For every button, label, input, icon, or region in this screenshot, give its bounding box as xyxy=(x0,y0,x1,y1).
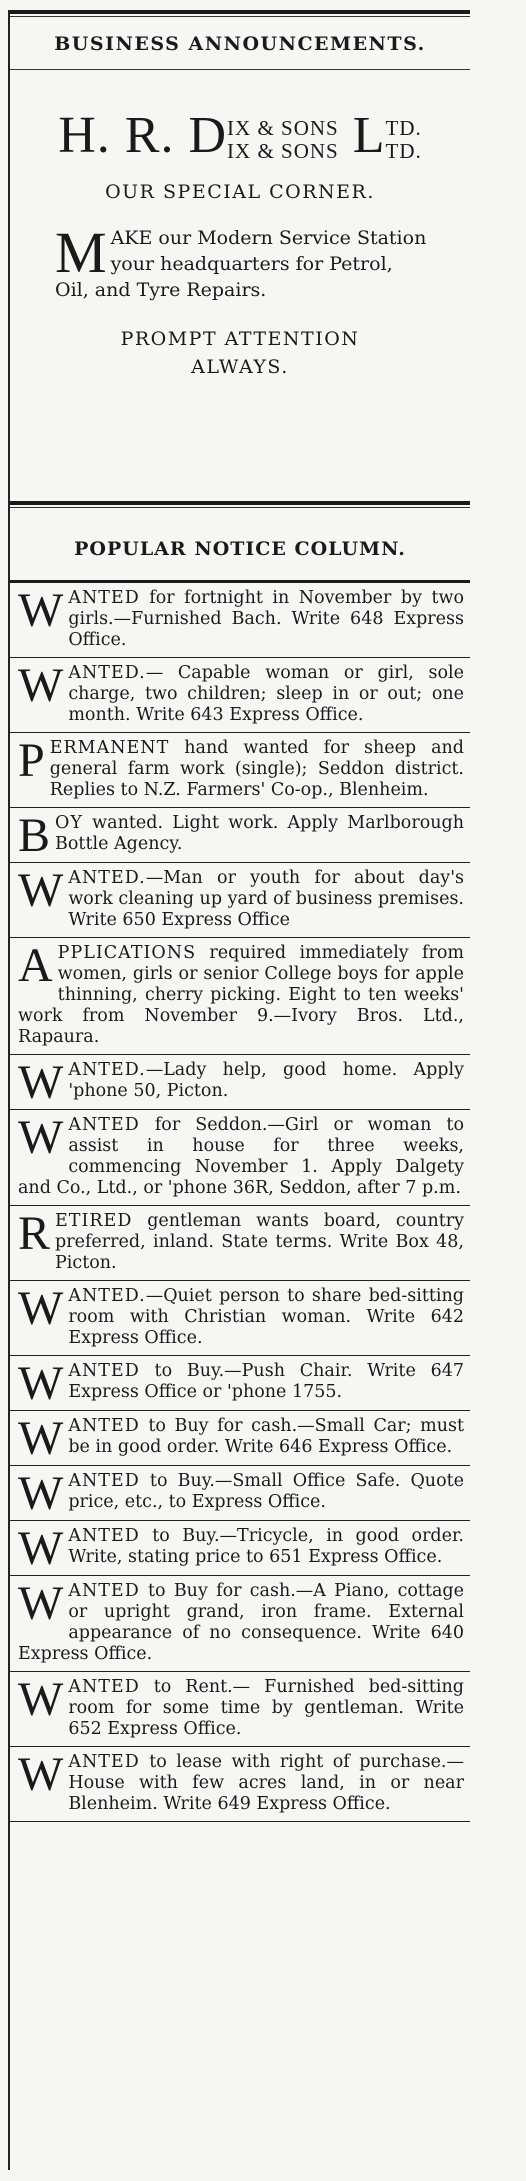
ad-dropcap: W xyxy=(18,1522,64,1576)
newspaper-column xyxy=(8,10,470,2170)
ad-lead: ANTED xyxy=(68,588,140,609)
classified-ad xyxy=(10,1356,470,1411)
classified-ad xyxy=(10,1576,470,1672)
ad-text: to Rent.— Furnished bed-sitting room for some time by gentleman. Write 652 Express Office. xyxy=(68,1677,464,1740)
ad-text: —Quiet person to share bed-sitting room with Christian woman. Write 642 Express Office. xyxy=(68,1286,464,1349)
ad-text: — Capable woman or girl, sole charge, two children; sleep in or out; one month. Write 643 Express Office. xyxy=(68,663,464,726)
ad-text: to Buy.—Small Office Safe. Quote price, etc., to Express Office. xyxy=(68,1471,464,1513)
ad-lead: ANTED xyxy=(68,1115,140,1136)
classified-ad xyxy=(10,808,470,863)
classified-ad xyxy=(10,1466,470,1521)
ad-text: hand wanted for sheep and general farm work (single); Seddon district. Replies to N.Z. Farmers' Co-op., Blenheim. xyxy=(49,738,464,801)
ad-lead: ANTED xyxy=(68,1471,140,1492)
firm-name xyxy=(10,107,470,164)
classified-ad xyxy=(10,583,470,658)
ad-dropcap: W xyxy=(18,584,64,638)
ad-text: to Buy for cash.—A Piano, cottage or upright grand, iron frame. External appearance of no consequence. Write 640 Express Office. xyxy=(18,1581,464,1665)
business-body-text: AKE our Modern Service Station your headquarters for Petrol, Oil, and Tyre Repairs. xyxy=(55,227,427,302)
ad-dropcap: A xyxy=(18,939,53,993)
special-corner: OUR SPECIAL CORNER. xyxy=(105,181,375,204)
ad-dropcap: B xyxy=(18,809,51,863)
classified-ad xyxy=(10,1672,470,1747)
business-body xyxy=(55,220,430,303)
firm-initials: H. R. D xyxy=(58,107,228,164)
ad-dropcap: W xyxy=(18,1056,64,1110)
classified-ad xyxy=(10,1521,470,1576)
ad-dropcap: W xyxy=(18,1748,64,1802)
ad-text: to Buy.—Tricycle, in good order. Write, stating price to 651 Express Office. xyxy=(68,1526,464,1568)
firm-stack xyxy=(227,117,339,163)
classified-ad xyxy=(10,863,470,938)
ad-dropcap: W xyxy=(18,659,64,713)
ad-lead: ERMANENT xyxy=(49,738,170,759)
business-dropcap: M xyxy=(55,220,107,286)
ad-text: to lease with right of purchase.—House with few acres land, in or near Blenheim. Write 649 Express Office. xyxy=(68,1752,464,1815)
ad-dropcap: W xyxy=(18,1577,64,1631)
classified-ad xyxy=(10,1110,470,1206)
classified-ad xyxy=(10,1206,470,1281)
ad-dropcap: W xyxy=(18,1111,64,1165)
notices-top-rule xyxy=(10,501,470,505)
ad-dropcap: R xyxy=(18,1207,51,1261)
firm-ltd-top: TD. xyxy=(385,115,422,140)
ad-dropcap: W xyxy=(18,1412,64,1466)
business-heading: BUSINESS ANNOUNCEMENTS. xyxy=(54,33,426,55)
ad-lead: ANTED. xyxy=(68,1286,146,1307)
ad-text: for Seddon.—Girl or woman to assist in house for three weeks, commencing November 1. Apply Dalgety and Co., Ltd., or 'phone 36R, Seddon, after 7 p.m. xyxy=(18,1115,464,1199)
ad-text: for fortnight in November by two girls.—Furnished Bach. Write 648 Express Office. xyxy=(68,588,464,651)
prompt-line-1: PROMPT ATTENTION xyxy=(120,328,360,351)
ad-text: —Man or youth for about day's work cleaning up yard of business premises. Write 650 Express Office xyxy=(68,868,464,931)
firm-ltd-stack xyxy=(386,117,422,163)
ad-dropcap: P xyxy=(18,734,45,788)
firm-ltd-l: L xyxy=(352,107,386,164)
classified-ad xyxy=(10,938,470,1055)
ad-lead: ANTED xyxy=(68,1752,140,1773)
ad-dropcap: W xyxy=(18,1467,64,1521)
prompt-line-2: ALWAYS. xyxy=(191,356,289,379)
ad-dropcap: W xyxy=(18,1673,64,1727)
ad-lead: ANTED. xyxy=(68,868,146,889)
ad-dropcap: W xyxy=(18,1357,64,1411)
ad-dropcap: W xyxy=(18,864,64,918)
firm-stack-top: IX & SONS xyxy=(227,115,339,140)
ad-lead: ANTED xyxy=(68,1526,140,1547)
ad-lead: ANTED xyxy=(68,1581,140,1602)
ad-text: gentleman wants board, country preferred, inland. State terms. Write Box 48, Picton. xyxy=(55,1211,464,1274)
notices-heading: POPULAR NOTICE COLUMN. xyxy=(74,538,406,561)
top-rule xyxy=(10,10,470,14)
firm-ltd-bottom: TD. xyxy=(385,139,422,164)
firm-stack-bottom: IX & SONS xyxy=(227,139,339,164)
ad-text: —Lady help, good home. Apply 'phone 50, Picton. xyxy=(68,1060,464,1102)
classified-ad xyxy=(10,1411,470,1466)
ad-text: to Buy for cash.—Small Car; must be in good order. Write 646 Express Office. xyxy=(68,1416,464,1458)
classified-ad xyxy=(10,1747,470,1822)
ad-text: wanted. Light work. Apply Marlborough Bottle Agency. xyxy=(55,813,464,855)
ad-lead: ANTED. xyxy=(68,663,146,684)
ad-lead: PPLICATIONS xyxy=(57,943,197,964)
ad-lead: ETIRED xyxy=(55,1211,133,1232)
prompt-attention xyxy=(10,325,470,381)
ad-lead: OY xyxy=(55,813,83,834)
ad-text: to Buy.—Push Chair. Write 647 Express Office or 'phone 1755. xyxy=(68,1361,464,1403)
ad-lead: ANTED xyxy=(68,1416,140,1437)
ad-text: required immediately from women, girls or senior College boys for apple thinning, cherry picking. Eight to ten weeks' work from November 9.—Ivory Bros. Ltd., Rapaura. xyxy=(18,943,464,1048)
ad-dropcap: W xyxy=(18,1282,64,1336)
classified-ad xyxy=(10,658,470,733)
classified-ad xyxy=(10,1055,470,1110)
ad-lead: ANTED xyxy=(68,1361,140,1382)
classified-ad xyxy=(10,733,470,808)
ad-lead: ANTED. xyxy=(68,1060,146,1081)
notices-list xyxy=(10,583,470,1822)
business-heading-rule xyxy=(10,69,470,70)
classified-ad xyxy=(10,1281,470,1356)
ad-lead: ANTED xyxy=(68,1677,140,1698)
